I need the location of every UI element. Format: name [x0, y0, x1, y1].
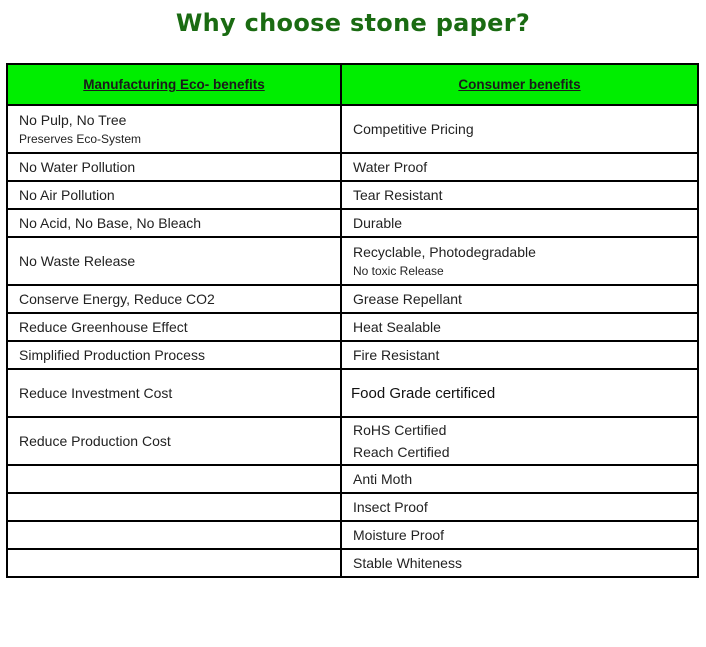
manufacturing-cell: No Waste Release	[7, 237, 341, 285]
consumer-cell: Grease Repellant	[341, 285, 698, 313]
header-manufacturing-eco-benefits: Manufacturing Eco- benefits	[7, 64, 341, 105]
table-row	[7, 237, 698, 285]
consumer-cell: Food Grade certificed	[341, 369, 698, 417]
table-row	[7, 465, 698, 493]
consumer-cell: Competitive Pricing	[341, 105, 698, 153]
manufacturing-cell	[7, 549, 341, 577]
cell-subtext: No toxic Release	[353, 264, 444, 278]
table-row	[7, 369, 698, 417]
manufacturing-cell: No Pulp, No Tree Preserves Eco-System	[7, 105, 341, 153]
manufacturing-cell: Reduce Greenhouse Effect	[7, 313, 341, 341]
consumer-cell: RoHS Certified Reach Certified	[341, 417, 698, 465]
table-row	[7, 285, 698, 313]
consumer-cell: Water Proof	[341, 153, 698, 181]
consumer-cell: Anti Moth	[341, 465, 698, 493]
table-row	[7, 521, 698, 549]
manufacturing-cell	[7, 521, 341, 549]
table-row	[7, 341, 698, 369]
manufacturing-cell: Reduce Investment Cost	[7, 369, 341, 417]
manufacturing-cell: Reduce Production Cost	[7, 417, 341, 465]
table-row	[7, 181, 698, 209]
page-title: Why choose stone paper?	[175, 9, 531, 37]
benefits-table	[6, 63, 699, 578]
cell-subtext: Preserves Eco-System	[19, 132, 142, 146]
manufacturing-cell: Simplified Production Process	[7, 341, 341, 369]
manufacturing-cell	[7, 465, 341, 493]
consumer-cell: Recyclable, Photodegradable No toxic Release	[341, 237, 698, 285]
table-header-row	[7, 64, 698, 105]
header-consumer-benefits: Consumer benefits	[341, 64, 698, 105]
consumer-cell: Durable	[341, 209, 698, 237]
table-row	[7, 493, 698, 521]
consumer-cell: Insect Proof	[341, 493, 698, 521]
manufacturing-cell	[7, 493, 341, 521]
cell-subtext: Reach Certified	[353, 444, 450, 460]
manufacturing-cell: Conserve Energy, Reduce CO2	[7, 285, 341, 313]
table-row	[7, 105, 698, 153]
consumer-cell: Fire Resistant	[341, 341, 698, 369]
consumer-cell: Tear Resistant	[341, 181, 698, 209]
table-row	[7, 549, 698, 577]
table-row	[7, 313, 698, 341]
table-row	[7, 209, 698, 237]
manufacturing-cell: No Acid, No Base, No Bleach	[7, 209, 341, 237]
manufacturing-cell: No Air Pollution	[7, 181, 341, 209]
consumer-cell: Moisture Proof	[341, 521, 698, 549]
manufacturing-cell: No Water Pollution	[7, 153, 341, 181]
consumer-cell: Stable Whiteness	[341, 549, 698, 577]
table-row	[7, 153, 698, 181]
table-row	[7, 417, 698, 465]
consumer-cell: Heat Sealable	[341, 313, 698, 341]
